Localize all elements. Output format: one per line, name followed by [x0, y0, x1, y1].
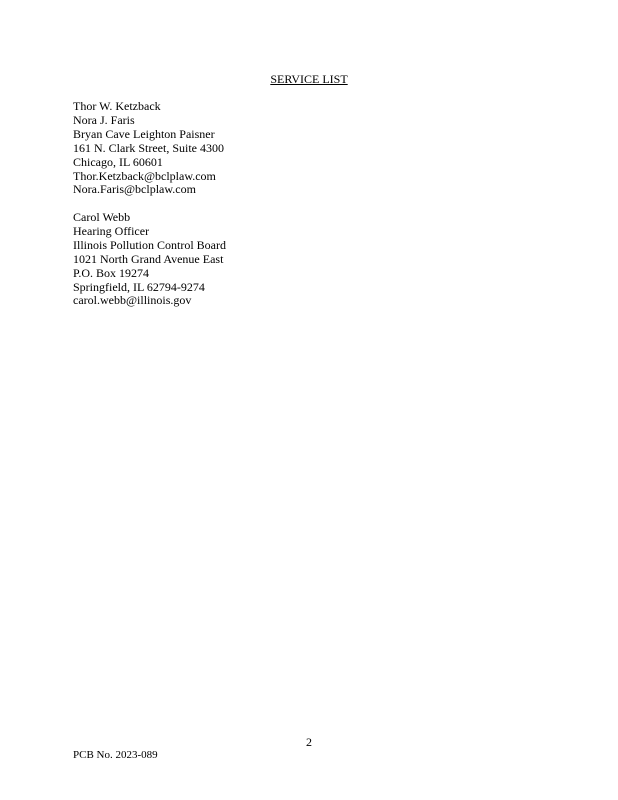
recipient-block-webb	[73, 211, 226, 308]
recipient-line: Hearing Officer	[73, 223, 150, 238]
recipient-line: 161 N. Clark Street, Suite 4300	[73, 140, 224, 155]
recipient-line: Chicago, IL 60601	[73, 154, 163, 169]
recipient-line: Thor W. Ketzback	[73, 99, 161, 113]
recipient-email: carol.webb@illinois.gov	[73, 293, 192, 308]
page-number: 2	[306, 735, 312, 749]
recipient-line: P.O. Box 19274	[73, 265, 150, 280]
recipient-line: Bryan Cave Leighton Paisner	[73, 126, 215, 141]
service-list-heading-text: SERVICE LIST	[270, 72, 348, 86]
recipient-block-ketzback-faris	[73, 100, 224, 197]
recipient-email: Thor.Ketzback@bclplaw.com	[73, 168, 216, 183]
recipient-line: Nora J. Faris	[73, 112, 135, 127]
service-list-heading	[0, 72, 618, 86]
recipient-line: 1021 North Grand Avenue East	[73, 251, 224, 266]
case-number-footer: PCB No. 2023-089	[73, 749, 158, 761]
recipient-line: Carol Webb	[73, 210, 131, 224]
recipient-line: Springfield, IL 62794-9274	[73, 279, 205, 294]
recipient-email: Nora.Faris@bclplaw.com	[73, 182, 196, 197]
recipient-line: Illinois Pollution Control Board	[73, 237, 227, 252]
